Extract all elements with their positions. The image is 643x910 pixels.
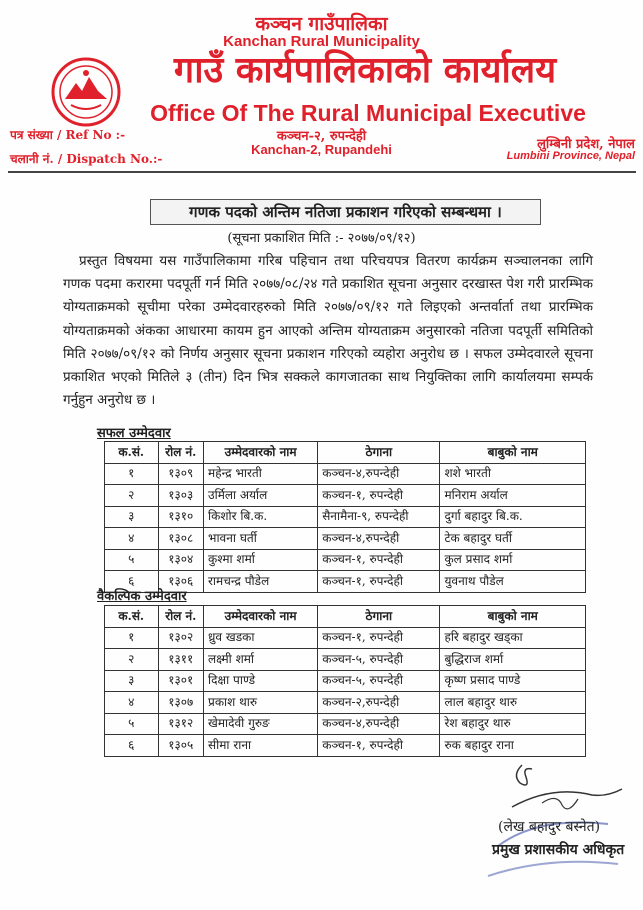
row-father: टेक बहादुर घर्ती [440,528,586,550]
table-row [105,485,586,507]
row-sn: ६ [105,735,159,757]
row-sn: ४ [105,528,159,550]
row-sn: ५ [105,713,159,735]
government-seal-icon [49,55,123,129]
row-address: कञ्चन-१, रुपन्देही [318,735,440,757]
signatory-name: (लेख बहादुर बस्नेत) [498,819,601,835]
row-address: सैनामैना-९, रुपन्देही [318,506,440,528]
col-father: बाबुको नाम [440,442,586,464]
row-address: कञ्चन-४,रुपन्देही [318,528,440,550]
row-name: किशोर बि.क. [204,506,318,528]
table-row [105,463,586,485]
col-roll: रोल नं. [158,442,203,464]
table-header-row [105,606,586,628]
row-roll: १३०९ [158,463,203,485]
row-sn: २ [105,485,159,507]
row-father: लाल बहादुर थारु [440,692,586,714]
row-roll: १३०३ [158,485,203,507]
row-address: कञ्चन-२,रुपन्देही [318,692,440,714]
alternate-candidates-table [104,605,586,757]
notice-date: (सूचना प्रकाशित मिति :- २०७७/०९/१२) [227,231,416,246]
row-name: ध्रुव खडका [204,627,318,649]
row-father: दुर्गा बहादुर बि.क. [440,506,586,528]
row-roll: १३१२ [158,713,203,735]
row-name: लक्ष्मी शर्मा [204,649,318,671]
col-name: उम्मेदवारको नाम [204,606,318,628]
row-father: कुल प्रसाद शर्मा [440,549,586,571]
ref-no-label: पत्र संख्या / Ref No :- [10,128,126,142]
col-sn: क.सं. [105,442,159,464]
col-sn: क.सं. [105,606,159,628]
row-address: कञ्चन-१, रुपन्देही [318,571,440,593]
row-father: मनिराम अर्याल [440,485,586,507]
row-roll: १३११ [158,649,203,671]
dispatch-no-label: चलानी नं. / Dispatch No.:- [10,152,163,166]
row-roll: १३०२ [158,627,203,649]
table-row [105,549,586,571]
col-address: ठेगाना [318,606,440,628]
row-sn: ६ [105,571,159,593]
row-father: युवनाथ पौडेल [440,571,586,593]
municipality-name-en: Kanchan Rural Municipality [223,33,420,50]
row-roll: १३०१ [158,670,203,692]
address-np: कञ्चन-२, रुपन्देही [276,129,367,144]
successful-candidates-title: सफल उम्मेदवार [97,426,171,441]
municipality-name-np: कञ्चन गाउँपालिका [255,13,388,35]
row-roll: १३१० [158,506,203,528]
row-roll: १३०६ [158,571,203,593]
province-en: Lumbini Province, Nepal [506,150,635,162]
row-address: कञ्चन-१, रुपन्देही [318,485,440,507]
row-roll: १३०४ [158,549,203,571]
row-father: शशे भारती [440,463,586,485]
row-name: प्रकाश थारु [204,692,318,714]
row-roll: १३०७ [158,692,203,714]
subject-box: गणक पदको अन्तिम नतिजा प्रकाशन गरिएको सम्बन्धमा । [150,199,541,225]
row-address: कञ्चन-१, रुपन्देही [318,627,440,649]
row-sn: ३ [105,506,159,528]
province-np: लुम्बिनी प्रदेश, नेपाल [537,137,635,152]
row-father: रेश बहादुर थारु [440,713,586,735]
header-divider [8,171,636,173]
table-row [105,692,586,714]
table-row [105,649,586,671]
office-name-np: गाउँ कार्यपालिकाको कार्यालय [173,49,557,91]
address-en: Kanchan-2, Rupandehi [251,142,392,157]
table-header-row [105,442,586,464]
row-sn: १ [105,627,159,649]
row-name: खेमादेवी गुरुङ [204,713,318,735]
row-sn: १ [105,463,159,485]
row-father: कृष्ण प्रसाद पाण्डे [440,670,586,692]
row-name: कुश्मा शर्मा [204,549,318,571]
table-row [105,735,586,757]
alternate-candidates-title: वैकल्पिक उम्मेदवार [97,589,187,604]
col-father: बाबुको नाम [440,606,586,628]
row-name: रामचन्द्र पौडेल [204,571,318,593]
col-address: ठेगाना [318,442,440,464]
office-name-en: Office Of The Rural Municipal Executive [150,100,586,126]
row-name: भावना घर्ती [204,528,318,550]
row-father: बुद्धिराज शर्मा [440,649,586,671]
col-roll: रोल नं. [158,606,203,628]
row-name: उर्मिला अर्याल [204,485,318,507]
row-address: कञ्चन-४,रुपन्देही [318,713,440,735]
row-name: दिक्षा पाण्डे [204,670,318,692]
row-address: कञ्चन-५, रुपन्देही [318,649,440,671]
row-name: महेन्द्र भारती [204,463,318,485]
row-sn: ३ [105,670,159,692]
table-row [105,713,586,735]
row-father: हरि बहादुर खड्का [440,627,586,649]
row-roll: १३०५ [158,735,203,757]
signatory-title: प्रमुख प्रशासकीय अधिकृत [492,842,625,858]
row-sn: ४ [105,692,159,714]
successful-candidates-table [104,441,586,593]
col-name: उम्मेदवारको नाम [204,442,318,464]
row-sn: २ [105,649,159,671]
row-name: सीमा राना [204,735,318,757]
row-sn: ५ [105,549,159,571]
row-father: रुक बहादुर राना [440,735,586,757]
notice-body: प्रस्तुत विषयमा यस गाउँपालिकामा गरिब पहिचान तथा परिचयपत्र वितरण कार्यक्रम सञ्चालनका लागि गणक पदमा करारमा पदपूर्ती गर्न मिति २०७७/०८/२४ गते प्रकाशित सूचना अनुसार दरखास्त पेश गरी प्रारम्भिक योग्यताक्रमको सूचीमा परेका उम्मेदवारहरुको मिति २०७७/०९/१२ गते लिइएको अन्तर्वार्ता तथा प्रारम्भिक योग्यताक्रमको अंकका आधारमा कायम हुन आएको अन्तिम योग्यताक्रम अनुसारको नतिजा पदपूर्ती समितिको मिति २०७७/०९/१२ को निर्णय अनुसार सूचना प्रकाशन गरिएको व्यहोरा अनुरोध छ । सफल उम्मेदवारले सूचना प्रकाशित भएको मितिले ३ (तीन) दिन भित्र सक्कले कागजातका साथ नियुक्तिका लागि कार्यालयमा सम्पर्क गर्नुहुन अनुरोध छ । [63,253,593,409]
row-address: कञ्चन-५, रुपन्देही [318,670,440,692]
table-row [105,670,586,692]
table-row [105,528,586,550]
table-row [105,506,586,528]
row-roll: १३०८ [158,528,203,550]
row-address: कञ्चन-१, रुपन्देही [318,549,440,571]
row-address: कञ्चन-४,रुपन्देही [318,463,440,485]
table-row [105,627,586,649]
